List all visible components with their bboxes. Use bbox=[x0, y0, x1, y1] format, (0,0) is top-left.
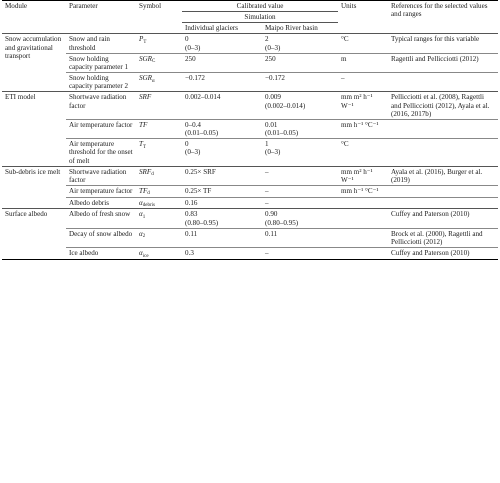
symbol-subscript: 2 bbox=[142, 234, 146, 240]
glacier-value-cell bbox=[182, 185, 262, 197]
symbol-main: SGR bbox=[139, 74, 153, 83]
header-individual-glaciers: Individual glaciers bbox=[182, 23, 262, 34]
symbol-cell bbox=[136, 53, 182, 72]
basin-value: 2 bbox=[265, 35, 269, 44]
basin-value-cell bbox=[262, 53, 338, 72]
units-cell bbox=[338, 228, 388, 247]
units-cell: °C bbox=[338, 139, 388, 166]
basin-value-cell bbox=[262, 34, 338, 53]
symbol-cell bbox=[136, 34, 182, 53]
symbol-cell bbox=[136, 228, 182, 247]
symbol-main: SRF bbox=[139, 167, 152, 176]
units-cell: m bbox=[338, 53, 388, 72]
parameter-cell: Snow holding capacity parameter 1 bbox=[66, 53, 136, 72]
glacier-range: (0–3) bbox=[185, 148, 201, 157]
glacier-value-cell bbox=[182, 92, 262, 119]
table-row bbox=[2, 228, 498, 247]
symbol-main: TF bbox=[139, 186, 148, 195]
symbol-cell bbox=[136, 197, 182, 209]
glacier-value: 0–0.4 bbox=[185, 120, 201, 129]
parameter-cell: Snow and rain threshold bbox=[66, 34, 136, 53]
parameter-cell: Air temperature factor bbox=[66, 185, 136, 197]
glacier-value: 0 bbox=[185, 140, 189, 149]
symbol-cell bbox=[136, 248, 182, 260]
glacier-value-cell bbox=[182, 34, 262, 53]
basin-range: (0–3) bbox=[265, 148, 281, 157]
basin-value-cell bbox=[262, 119, 338, 138]
reference-cell bbox=[388, 197, 498, 209]
glacier-value: 0.83 bbox=[185, 210, 198, 219]
header-maipo-river-basin: Maipo River basin bbox=[262, 23, 338, 34]
symbol-main: P bbox=[139, 35, 144, 44]
table-row bbox=[2, 248, 498, 260]
reference-cell: Pellicciotti et al. (2008), Ragettli and Pellicciotti (2012), Ayala et al. (2016, 2017b) bbox=[388, 92, 498, 119]
basin-range: (0.80–0.95) bbox=[265, 218, 299, 227]
header-units: Units bbox=[338, 1, 388, 34]
basin-value: 0.11 bbox=[265, 229, 278, 238]
glacier-value-cell bbox=[182, 228, 262, 247]
module-name: Snow accumulation and gravitational transport bbox=[2, 34, 66, 92]
symbol-main: α bbox=[139, 198, 143, 207]
reference-cell bbox=[388, 73, 498, 92]
symbol-subscript: 1 bbox=[142, 214, 146, 220]
parameter-cell: Air temperature factor bbox=[66, 119, 136, 138]
parameter-cell: Albedo of fresh snow bbox=[66, 209, 136, 228]
parameter-cell: Albedo debris bbox=[66, 197, 136, 209]
parameter-cell: Shortwave radiation factor bbox=[66, 92, 136, 119]
header-module: Module bbox=[2, 1, 66, 34]
basin-range: (0.002–0.014) bbox=[265, 101, 306, 110]
reference-cell: Ragettli and Pellicciotti (2012) bbox=[388, 53, 498, 72]
units-cell: mm m² h⁻¹ W⁻¹ bbox=[338, 166, 388, 185]
basin-value: 0.01 bbox=[265, 120, 278, 129]
glacier-range: (0–3) bbox=[185, 43, 201, 52]
header-calibrated-value: Calibrated value bbox=[182, 1, 338, 12]
table-row bbox=[2, 119, 498, 138]
glacier-value: 0.002–0.014 bbox=[185, 93, 221, 102]
glacier-value-cell bbox=[182, 197, 262, 209]
glacier-value: 250 bbox=[185, 54, 196, 63]
symbol-main: α bbox=[139, 229, 143, 238]
reference-cell: Brock et al. (2000), Ragettli and Pellicciotti (2012) bbox=[388, 228, 498, 247]
basin-value-cell bbox=[262, 166, 338, 185]
basin-value-cell bbox=[262, 73, 338, 92]
symbol-cell bbox=[136, 166, 182, 185]
basin-value: 250 bbox=[265, 54, 276, 63]
reference-cell: Cuffey and Paterson (2010) bbox=[388, 248, 498, 260]
parameter-cell: Air temperature threshold for the onset of melt bbox=[66, 139, 136, 166]
header-simulation: Simulation bbox=[182, 12, 338, 23]
header-references: References for the selected values and ranges bbox=[388, 1, 498, 34]
reference-cell bbox=[388, 119, 498, 138]
reference-cell bbox=[388, 139, 498, 166]
symbol-subscript: T bbox=[142, 144, 147, 150]
reference-cell: Ayala et al. (2016), Burger et al. (2019) bbox=[388, 166, 498, 185]
module-name: Surface albedo bbox=[2, 209, 66, 259]
basin-value-cell bbox=[262, 139, 338, 166]
units-cell bbox=[338, 248, 388, 260]
table-row bbox=[2, 53, 498, 72]
symbol-main: TF bbox=[139, 120, 148, 129]
basin-range: (0–3) bbox=[265, 43, 281, 52]
basin-value-cell bbox=[262, 228, 338, 247]
symbol-cell bbox=[136, 92, 182, 119]
units-cell bbox=[338, 197, 388, 209]
symbol-main: α bbox=[139, 249, 143, 258]
basin-value: – bbox=[265, 249, 269, 258]
units-cell: – bbox=[338, 73, 388, 92]
symbol-subscript: debris bbox=[142, 203, 155, 209]
table-row bbox=[2, 197, 498, 209]
glacier-value-cell bbox=[182, 166, 262, 185]
table-header bbox=[2, 1, 498, 34]
glacier-value-cell bbox=[182, 53, 262, 72]
units-cell: mm h⁻¹ °C⁻¹ bbox=[338, 119, 388, 138]
basin-value: 0.90 bbox=[265, 210, 278, 219]
table-row bbox=[2, 139, 498, 166]
basin-range: (0.01–0.05) bbox=[265, 129, 299, 138]
glacier-value: 0.16 bbox=[185, 198, 198, 207]
glacier-range: (0.80–0.95) bbox=[185, 218, 219, 227]
basin-value: – bbox=[265, 167, 269, 176]
units-cell: mm h⁻¹ °C⁻¹ bbox=[338, 185, 388, 197]
symbol-subscript: d bbox=[151, 172, 154, 178]
glacier-value: 0.3 bbox=[185, 249, 194, 258]
basin-value: 0.009 bbox=[265, 93, 281, 102]
glacier-value-cell bbox=[182, 119, 262, 138]
basin-value-cell bbox=[262, 185, 338, 197]
glacier-value: −0.172 bbox=[185, 74, 205, 83]
glacier-value: 0.25× TF bbox=[185, 186, 212, 195]
basin-value: 1 bbox=[265, 140, 269, 149]
table-row bbox=[2, 92, 498, 119]
table-row bbox=[2, 73, 498, 92]
units-cell: °C bbox=[338, 34, 388, 53]
module-name: ETI model bbox=[2, 92, 66, 166]
module-name: Sub-debris ice melt bbox=[2, 166, 66, 209]
basin-value-cell bbox=[262, 92, 338, 119]
symbol-main: T bbox=[139, 140, 143, 149]
table-row bbox=[2, 209, 498, 228]
table-row bbox=[2, 185, 498, 197]
basin-value-cell bbox=[262, 248, 338, 260]
glacier-value: 0 bbox=[185, 35, 189, 44]
parameter-cell: Ice albedo bbox=[66, 248, 136, 260]
basin-value: – bbox=[265, 186, 269, 195]
glacier-value: 0.25× SRF bbox=[185, 167, 216, 176]
header-symbol: Symbol bbox=[136, 1, 182, 34]
units-cell: mm m² h⁻¹ W⁻¹ bbox=[338, 92, 388, 119]
symbol-subscript: α bbox=[152, 78, 155, 84]
table-row bbox=[2, 34, 498, 53]
symbol-subscript: C bbox=[152, 59, 156, 65]
reference-cell bbox=[388, 185, 498, 197]
symbol-cell bbox=[136, 73, 182, 92]
symbol-cell bbox=[136, 209, 182, 228]
symbol-subscript: d bbox=[147, 191, 150, 197]
basin-value: −0.172 bbox=[265, 74, 285, 83]
parameter-table bbox=[2, 0, 498, 260]
symbol-main: SRF bbox=[139, 93, 152, 102]
units-cell bbox=[338, 209, 388, 228]
glacier-value-cell bbox=[182, 248, 262, 260]
basin-value-cell bbox=[262, 209, 338, 228]
table-row bbox=[2, 166, 498, 185]
parameter-cell: Decay of snow albedo bbox=[66, 228, 136, 247]
symbol-cell bbox=[136, 185, 182, 197]
glacier-range: (0.01–0.05) bbox=[185, 129, 219, 138]
table-body bbox=[2, 34, 498, 259]
symbol-main: SGR bbox=[139, 54, 153, 63]
parameter-cell: Snow holding capacity parameter 2 bbox=[66, 73, 136, 92]
symbol-subscript: T bbox=[143, 39, 147, 45]
glacier-value-cell bbox=[182, 139, 262, 166]
basin-value-cell bbox=[262, 197, 338, 209]
symbol-main: α bbox=[139, 210, 143, 219]
basin-value: – bbox=[265, 198, 269, 207]
symbol-cell bbox=[136, 119, 182, 138]
reference-cell: Typical ranges for this variable bbox=[388, 34, 498, 53]
glacier-value-cell bbox=[182, 73, 262, 92]
symbol-subscript: ice bbox=[142, 253, 149, 259]
glacier-value-cell bbox=[182, 209, 262, 228]
symbol-cell bbox=[136, 139, 182, 166]
reference-cell: Cuffey and Paterson (2010) bbox=[388, 209, 498, 228]
parameter-cell: Shortwave radiation factor bbox=[66, 166, 136, 185]
glacier-value: 0.11 bbox=[185, 229, 198, 238]
header-parameter: Parameter bbox=[66, 1, 136, 34]
